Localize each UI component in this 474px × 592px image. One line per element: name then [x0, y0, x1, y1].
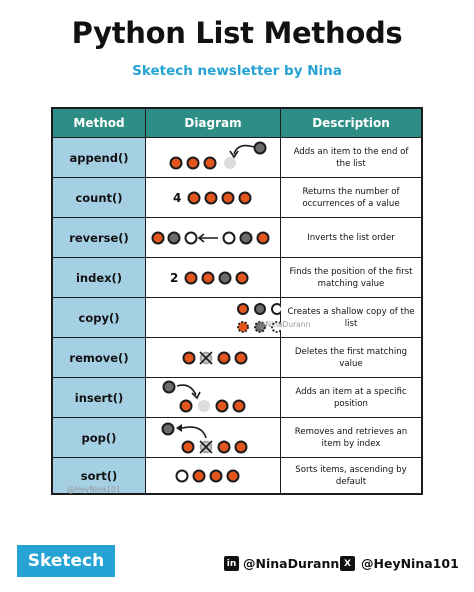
- method-name: pop(): [53, 418, 146, 457]
- method-description: Returns the number of occurrences of a value: [302, 186, 400, 209]
- list-item-marker: [272, 304, 281, 314]
- reverse-diagram: [146, 218, 281, 258]
- list-item-marker: [181, 401, 192, 412]
- diagram-cell: [146, 458, 281, 493]
- method-description: Finds the position of the first matching value: [289, 266, 413, 289]
- list-item-marker: [203, 273, 214, 284]
- method-description: Adds an item at a specific position: [295, 386, 407, 409]
- incoming-item-marker: [164, 382, 175, 393]
- list-item-marker: [236, 442, 247, 453]
- method-name: sort(): [53, 458, 146, 493]
- x-handle: @HeyNina101: [361, 556, 459, 571]
- list-item-marker: [255, 304, 265, 314]
- pop-diagram: [146, 418, 281, 458]
- list-item-marker: [188, 158, 199, 169]
- count-result-number: 4: [173, 191, 182, 205]
- list-item-marker: [241, 233, 252, 244]
- list-item-marker: [238, 304, 248, 314]
- diagram-cell: [146, 418, 281, 457]
- page-title: Python List Methods: [71, 16, 403, 50]
- method-name: copy(): [53, 298, 146, 337]
- table-row: [53, 377, 421, 417]
- method-name: insert(): [53, 378, 146, 417]
- list-item-marker: [234, 401, 245, 412]
- list-item-marker: [228, 471, 239, 482]
- method-name: remove(): [53, 338, 146, 377]
- copied-item-marker: [238, 322, 248, 332]
- index-result-number: 2: [170, 271, 179, 285]
- diagram-cell: [146, 298, 311, 337]
- method-description: Removes and retrieves an item by index: [294, 426, 408, 449]
- methods-table: [51, 107, 423, 495]
- column-header-diagram: Diagram: [146, 109, 281, 137]
- list-item-marker: [219, 442, 230, 453]
- table-row: [53, 257, 421, 297]
- arrow-head-icon: [176, 424, 182, 432]
- method-name: index(): [53, 258, 146, 297]
- watermark-right: @NinaDurann: [258, 320, 311, 329]
- index-diagram: [146, 258, 281, 298]
- diagram-cell: [146, 378, 281, 417]
- method-description: Deletes the first matching value: [294, 346, 408, 369]
- column-header-description: Description: [281, 109, 421, 137]
- table-row: [53, 137, 421, 177]
- table-row: [53, 217, 421, 257]
- linkedin-icon: in: [224, 556, 239, 571]
- table-row: [53, 337, 421, 377]
- sort-diagram: [146, 458, 281, 494]
- diagram-cell: [146, 218, 281, 257]
- copy-diagram: [146, 298, 281, 338]
- method-description: Creates a shallow copy of the list: [287, 306, 415, 329]
- list-item-marker: [211, 471, 222, 482]
- list-item-marker: [186, 273, 197, 284]
- list-item-marker: [186, 233, 197, 244]
- list-item-marker: [171, 158, 182, 169]
- table-row: [53, 417, 421, 457]
- diagram-cell: [146, 258, 281, 297]
- list-item-marker: [184, 353, 195, 364]
- method-name: append(): [53, 138, 146, 177]
- popped-item-marker: [163, 424, 174, 435]
- list-item-marker: [194, 471, 205, 482]
- method-description: Adds an item to the end of the list: [293, 146, 409, 169]
- list-item-marker: [153, 233, 164, 244]
- diagram-cell: [146, 338, 281, 377]
- list-item-marker: [189, 193, 200, 204]
- list-item-marker: [236, 353, 247, 364]
- new-slot-marker: [224, 157, 236, 169]
- method-name: count(): [53, 178, 146, 217]
- incoming-item-marker: [255, 143, 266, 154]
- list-item-marker: [205, 158, 216, 169]
- method-description: Inverts the list order: [307, 232, 395, 243]
- insert-diagram: [146, 378, 281, 418]
- list-item-marker: [219, 353, 230, 364]
- count-diagram: [146, 178, 281, 218]
- page-subtitle: Sketech newsletter by Nina: [132, 63, 342, 79]
- list-item-marker: [258, 233, 269, 244]
- brand-logo: Sketech: [17, 545, 115, 577]
- table-row: [53, 297, 421, 337]
- watermark-left: @HeyNina101: [67, 485, 121, 494]
- diagram-cell: [146, 138, 281, 177]
- list-item-marker: [183, 442, 194, 453]
- list-item-marker: [169, 233, 180, 244]
- list-item-marker: [220, 273, 231, 284]
- method-description: Sorts items, ascending by default: [295, 464, 407, 487]
- list-item-marker: [224, 233, 235, 244]
- table-row: [53, 177, 421, 217]
- diagram-cell: [146, 178, 281, 217]
- list-item-marker: [177, 471, 188, 482]
- list-item-marker: [223, 193, 234, 204]
- list-item-marker: [240, 193, 251, 204]
- list-item-marker: [237, 273, 248, 284]
- arrow-icon: [182, 427, 206, 438]
- list-item-marker: [217, 401, 228, 412]
- remove-diagram: [146, 338, 281, 378]
- list-item-marker: [206, 193, 217, 204]
- x-icon: X: [340, 556, 355, 571]
- linkedin-handle: @NinaDurann: [243, 556, 340, 571]
- append-diagram: [146, 138, 281, 178]
- new-slot-marker: [198, 400, 210, 412]
- method-name: reverse(): [53, 218, 146, 257]
- column-header-method: Method: [53, 109, 146, 137]
